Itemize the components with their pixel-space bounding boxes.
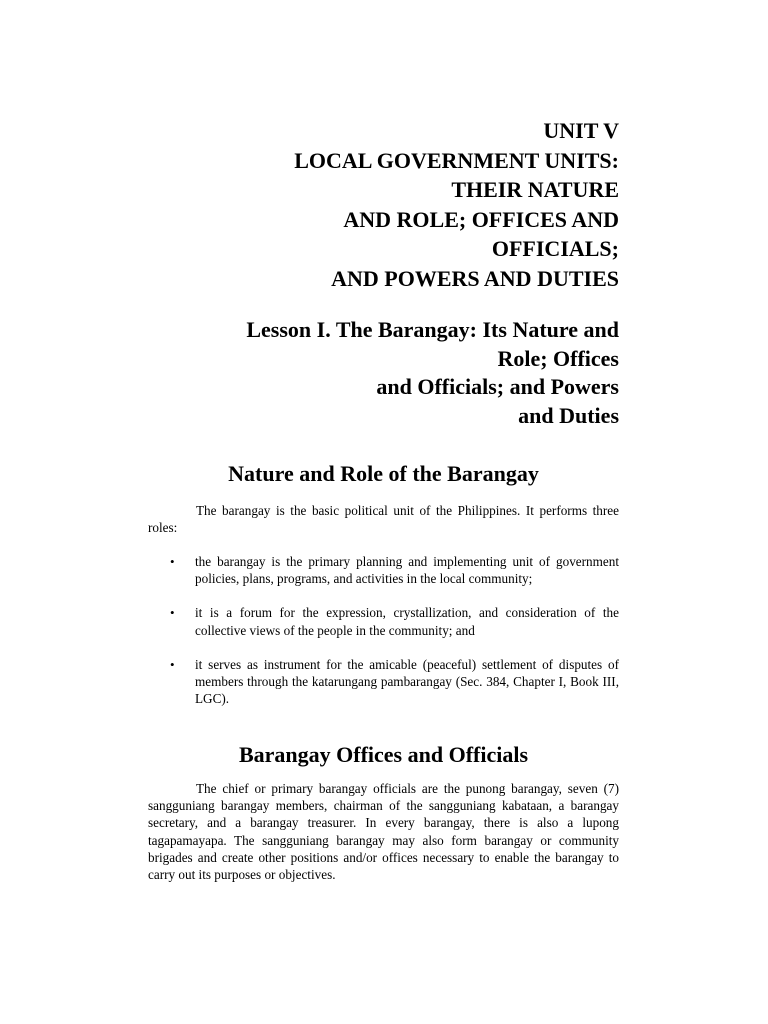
list-item [148,553,619,587]
section-heading-nature: Nature and Role of the Barangay [228,461,539,486]
list-item [148,604,619,638]
offices-paragraph: The chief or primary barangay officials are the punong barangay, seven (7) sangguniang barangay members, chairman of the sangguniang kabataan, a barangay secretary, and a barangay treasurer. In every barangay, there is also a lupong tagapamayapa. The sangguniang barangay may also form barangay or community brigades and create other positions and/or offices necessary to enable the barangay to carry out its purposes or objectives. [148,781,619,883]
roles-list [148,553,619,724]
lesson-title-line: and Duties [518,402,619,428]
unit-title-line: AND ROLE; OFFICES AND [343,206,619,232]
unit-title-line: LOCAL GOVERNMENT UNITS: [294,147,619,173]
lesson-title [148,316,619,430]
lesson-title-line: Role; Offices [497,345,619,371]
list-item-text: it serves as instrument for the amicable (peaceful) settlement of disputes of members through the katarungang pambarangay (Sec. 384, Chapter I, Book III, LGC). [195,656,619,707]
bullet-icon: • [170,605,175,621]
unit-title-line: OFFICIALS; [491,236,619,261]
bullet-icon: • [170,656,175,672]
list-item-text: the barangay is the primary planning and implementing unit of government policies, plans, programs, and activities in the local community; [195,554,619,587]
section-heading-offices: Barangay Offices and Officials [238,742,529,767]
unit-title-line: THEIR NATURE [451,177,619,202]
bullet-icon: • [170,554,175,569]
intro-paragraph: The barangay is the basic political unit of the Philippines. It performs three roles: [148,503,619,536]
list-item-text: it is a forum for the expression, crystallization, and consideration of the collective views of the people in the community; and [195,605,619,638]
list-item [148,656,619,708]
unit-title-line: AND POWERS AND DUTIES [331,265,619,291]
document-page [148,0,619,1024]
unit-title-line: UNIT V [543,118,619,143]
lesson-title-line: and Officials; and Powers [376,374,619,399]
unit-title [148,116,619,293]
lesson-title-line: Lesson I. The Barangay: Its Nature and [246,317,619,342]
